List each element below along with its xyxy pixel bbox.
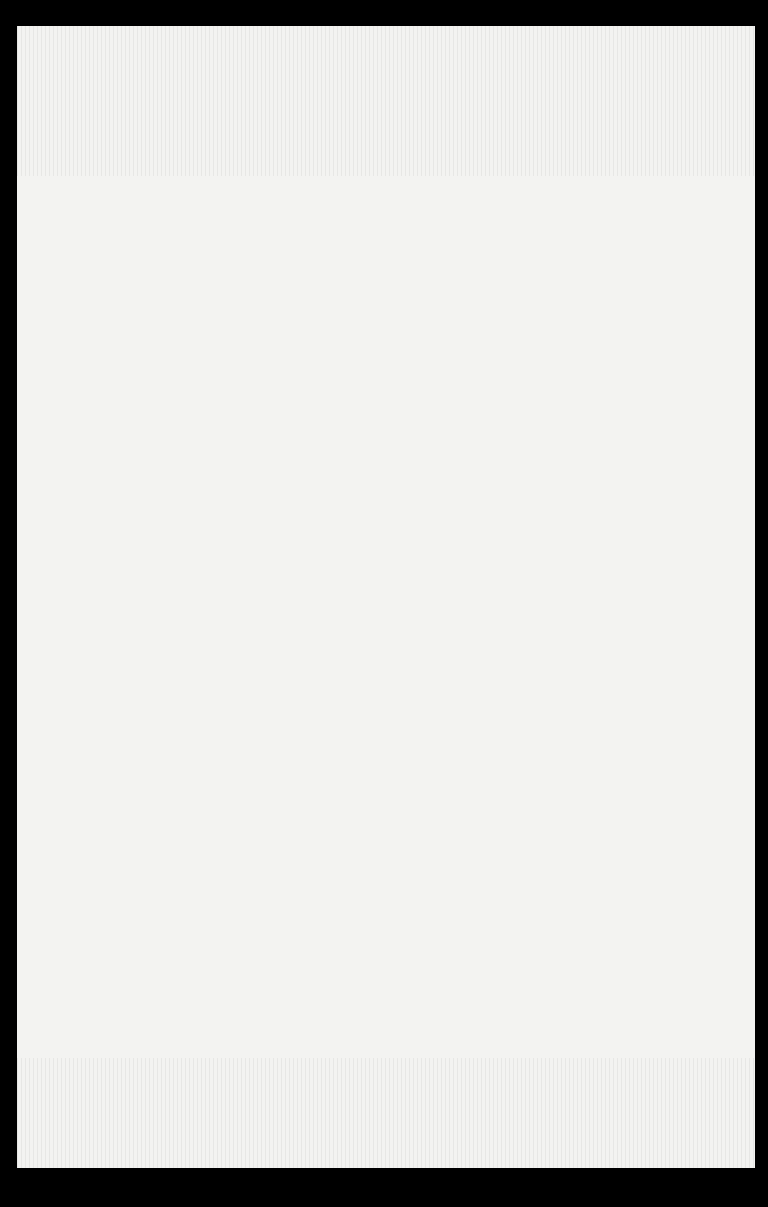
scanned-page (17, 26, 755, 1168)
header-goat-total (617, 996, 657, 1111)
header-sheep (662, 456, 692, 556)
ratio-section-label (337, 274, 385, 974)
header-year (619, 186, 667, 296)
header-goat (662, 796, 692, 1056)
header-sheep-young (617, 301, 657, 441)
header-goat-young (617, 716, 657, 856)
header-sheep-adult (617, 441, 657, 581)
header-goat-adult (617, 856, 657, 996)
header-sheep-total (617, 581, 657, 716)
